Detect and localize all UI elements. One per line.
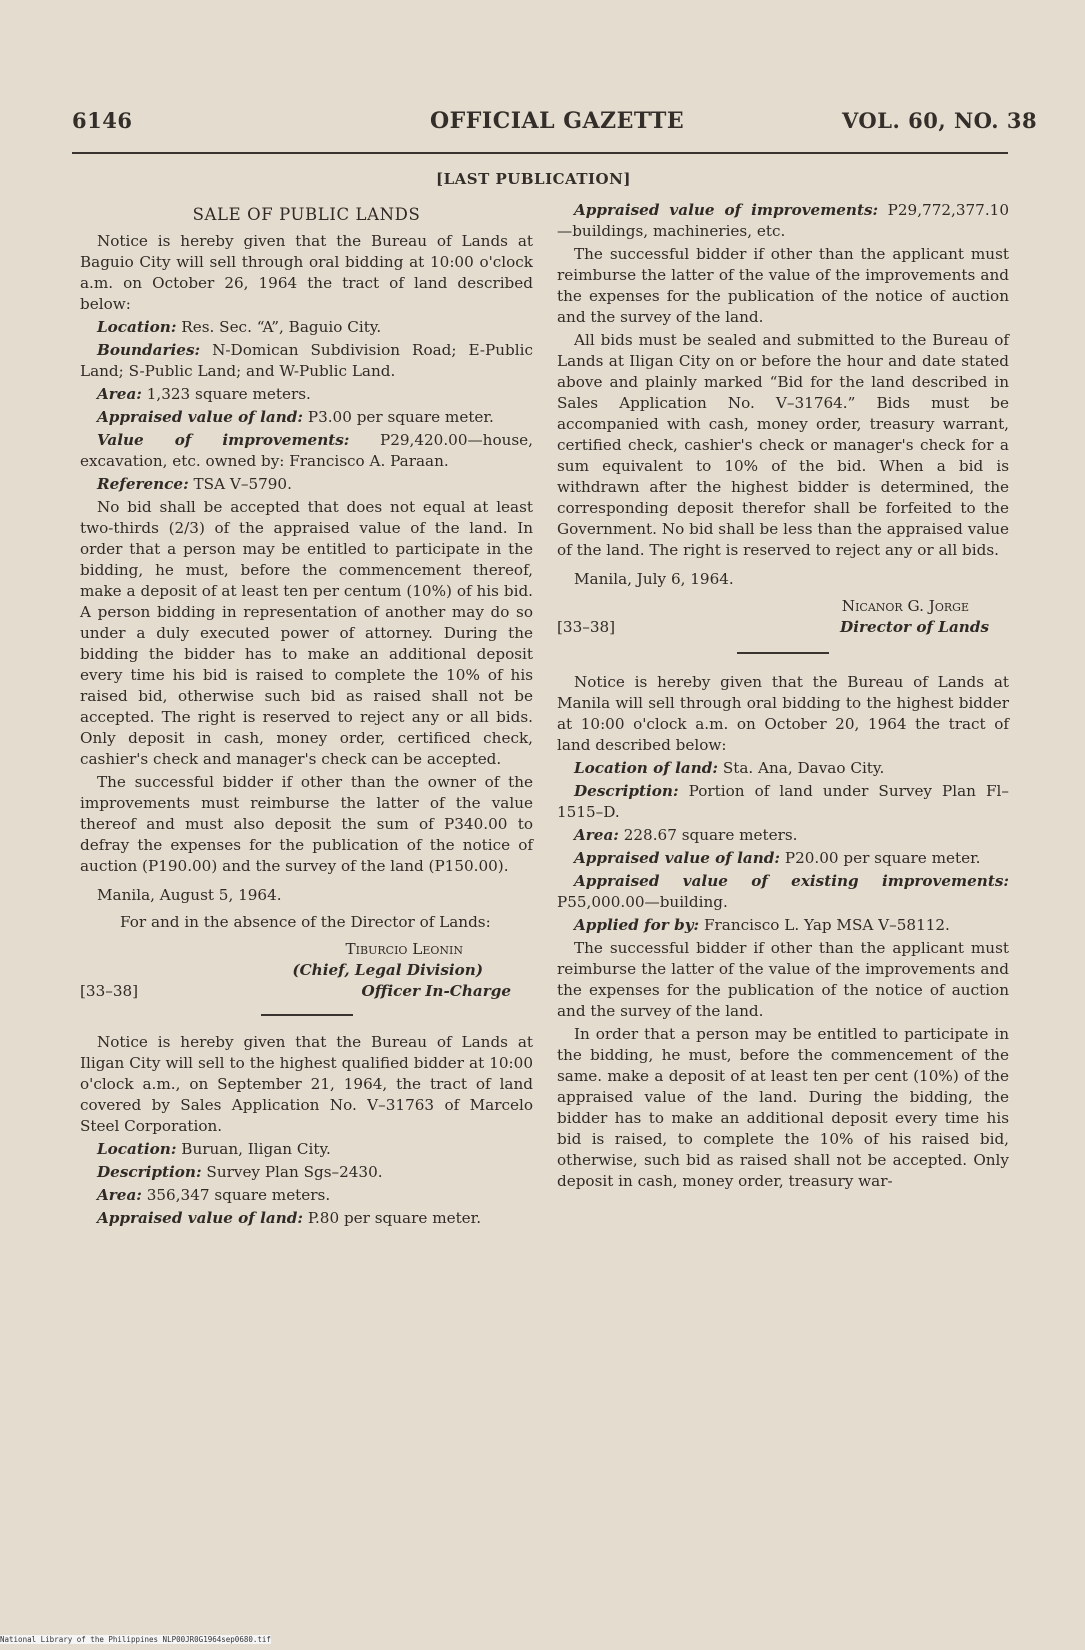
notice-1-conditions: No bid shall be accepted that does not equal at least two-thirds (2/3) of the appraised value of the land. In order that a person may be entitled to participate in the bidding, he must, before the commencement thereof, make a deposit of at least ten per centum (10%) of his bid. A person bidding in representation of another may do so under a duly executed power of attorney. During the bidding the bidder has to make an additional deposit every time his bid is raised to complete the 10% of his raised bid, otherwise such bid as raised shall not be accepted. The right is reserved to reject any or all bids. Only deposit in cash, money order, certificed check, cashier's check and manager's check can be accepted.	[80, 498, 533, 768]
notice-1-intro: Notice is hereby given that the Bureau of Lands at Baguio City will sell through oral bidding at 10:00 o'clock a.m. on October 26, 1964 the tract of land described below:	[80, 232, 533, 313]
notice-3-area: Area: 228.67 square meters.	[574, 826, 798, 844]
notice-1-boundaries: Boundaries: N-Domican Subdivision Road; E-Public Land; S-Public Land; and W-Public Land.	[80, 341, 533, 380]
gazette-title: OFFICIAL GAZETTE	[430, 108, 685, 134]
notice-2-appraised: Appraised value of land: P.80 per square meter.	[97, 1209, 482, 1227]
notice-3-applied-for: Applied for by: Francisco L. Yap MSA V–58112.	[574, 916, 950, 934]
notice-2-signer: Nicanor G. Jorge	[841, 597, 969, 615]
notice-2-signer-title: Director of Lands	[840, 618, 989, 636]
notice-1-signer-office: Officer In-Charge	[361, 982, 511, 1000]
notice-2-ref-line	[557, 617, 1009, 638]
notice-3-location: Location of land: Sta. Ana, Davao City.	[574, 759, 885, 777]
page-number: 6146	[72, 108, 133, 133]
notice-2-date: Manila, July 6, 1964.	[574, 570, 734, 588]
left-column	[80, 204, 533, 1231]
notice-2-area: Area: 356,347 square meters.	[97, 1186, 331, 1204]
section-title: SALE OF PUBLIC LANDS	[192, 205, 421, 224]
notice-1-ref-line	[80, 981, 533, 1002]
separator	[261, 1014, 353, 1016]
scan-caption: National Library of the Philippines NLP00JR0G1964sep0680.tif	[0, 1635, 271, 1644]
notice-2-description: Description: Survey Plan Sgs–2430.	[97, 1163, 383, 1181]
right-column	[557, 200, 1009, 1194]
notice-3-existing-improvements: Appraised value of existing improvements: P55,000.00—building.	[557, 872, 1009, 911]
publication-tag: [LAST PUBLICATION]	[436, 170, 631, 188]
notice-3-intro: Notice is hereby given that the Bureau of Lands at Manila will sell through oral bidding to the highest bidder at 10:00 o'clock a.m. on October 20, 1964 the tract of land described below:	[557, 673, 1009, 754]
notice-2-improvements: Appraised value of improvements: P29,772,377.10 —buildings, machineries, etc.	[557, 201, 1009, 240]
notice-1-improvements: Value of improvements: P29,420.00—house, excavation, etc. owned by: Francisco A. Paraan.	[80, 431, 534, 470]
notice-1-reference: Reference: TSA V–5790.	[97, 475, 292, 493]
notice-2-ref: [33–38]	[557, 618, 616, 636]
notice-3-appraised: Appraised value of land: P20.00 per square meter.	[574, 849, 981, 867]
notice-1-location: Location: Res. Sec. “A”, Baguio City.	[97, 318, 382, 336]
notice-1-appraised: Appraised value of land: P3.00 per square meter.	[97, 408, 494, 426]
notice-1-area: Area: 1,323 square meters.	[97, 385, 311, 403]
notice-1-reimburse: The successful bidder if other than the owner of the improvements must reimburse the latter of the value thereof and must also deposit the sum of P340.00 to defray the expenses for the publication of the notice of auction (P190.00) and the survey of the land (P150.00).	[80, 773, 533, 875]
header-rule	[72, 152, 1008, 154]
notice-2-intro: Notice is hereby given that the Bureau of Lands at Iligan City will sell to the highest qualified bidder at 10:00 o'clock a.m., on September 21, 1964, the tract of land covered by Sales Application No. V–31763 of Marcelo Steel Corporation.	[80, 1033, 533, 1135]
notice-1-date: Manila, August 5, 1964.	[97, 886, 282, 904]
separator	[737, 652, 829, 654]
notice-3-reimburse: The successful bidder if other than the applicant must reimburse the latter of the value of the improvements and the expenses for the publication of the notice of auction and the survey of the land.	[557, 939, 1009, 1020]
notice-2-bids: All bids must be sealed and submitted to the Bureau of Lands at Iligan City on or before the hour and date stated above and plainly marked “Bid for the land described in Sales Application No. V–31764.” Bids must be accompanied with cash, money order, treasury warrant, certified check, cashier's check or manager's check for a sum equivalent to 10% of the bid. When a bid is withdrawn after the highest bidder is determined, the corresponding deposit therefor shall be forfeited to the Government. No bid shall be less than the appraised value of the land. The right is reserved to reject any or all bids.	[557, 331, 1009, 559]
notice-1-signer: Tiburcio Leonin	[345, 940, 463, 958]
notice-2-reimburse: The successful bidder if other than the applicant must reimburse the latter of the value of the improvements and the expenses for the publication of the notice of auction and the survey of the land.	[557, 245, 1009, 326]
notice-2-location: Location: Buruan, Iligan City.	[97, 1140, 331, 1158]
notice-3-description: Description: Portion of land under Survey Plan Fl–1515–D.	[557, 782, 1009, 821]
notice-3-deposit: In order that a person may be entitled to participate in the bidding, he must, before the commencement of the same. make a deposit of at least ten per cent (10%) of the appraised value of the land. During the bidding, the bidder has to make an additional deposit every time his bid is raised, to complete the 10% of his raised bid, otherwise, such bid as raised shall not be accepted. Only deposit in cash, money order, treasury war-	[557, 1025, 1009, 1190]
notice-1-for: For and in the absence of the Director of Lands:	[120, 913, 491, 931]
notice-1-signer-title: (Chief, Legal Division)	[292, 961, 483, 979]
notice-1-ref: [33–38]	[80, 982, 139, 1000]
volume-number: VOL. 60, NO. 38	[842, 108, 1038, 133]
